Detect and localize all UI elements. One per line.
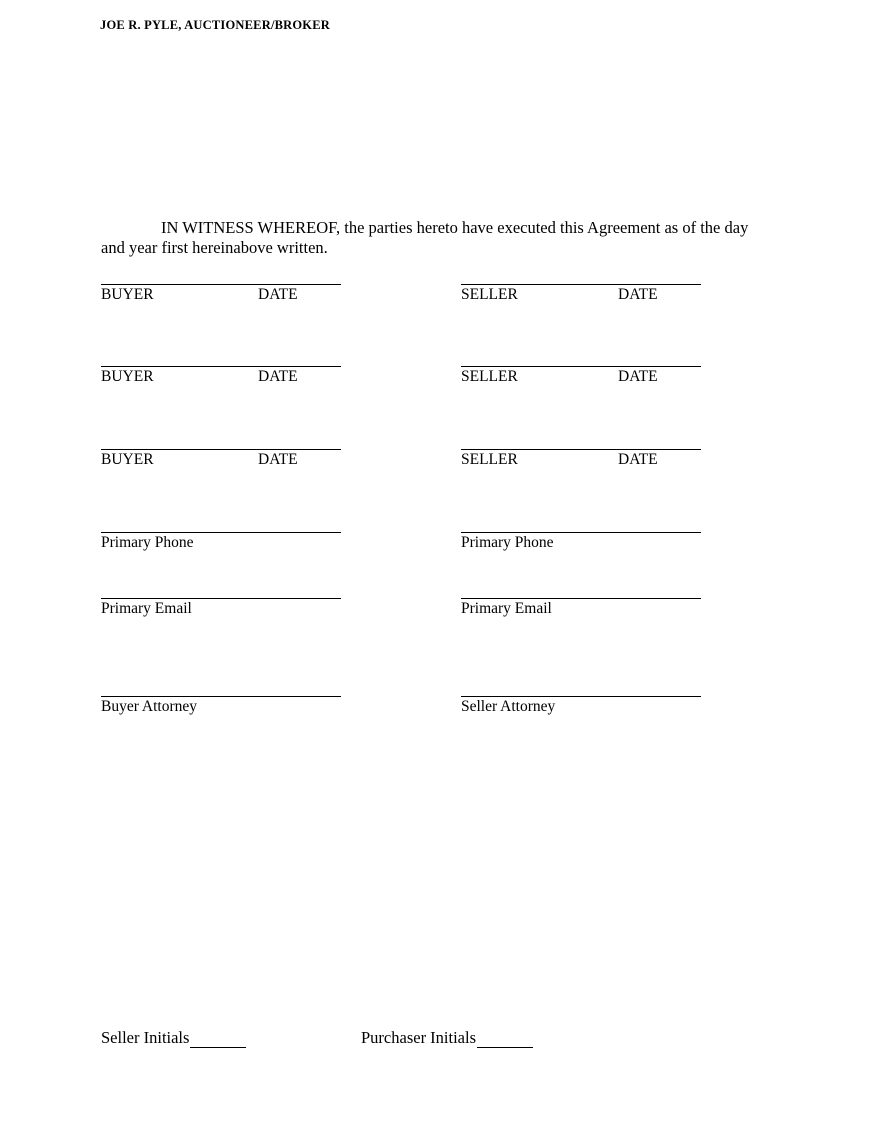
field-label: Primary Email bbox=[101, 600, 192, 617]
witness-paragraph-text: IN WITNESS WHEREOF, the parties hereto have executed this Agreement as of the day and year first hereinabove written. bbox=[101, 218, 749, 257]
signature-line[interactable] bbox=[101, 366, 341, 367]
date-label: DATE bbox=[258, 286, 298, 303]
seller-label: SELLER bbox=[461, 286, 518, 303]
witness-paragraph bbox=[101, 218, 761, 258]
field-label: Buyer Attorney bbox=[101, 698, 197, 715]
seller-attorney-field bbox=[461, 696, 701, 716]
buyer-label: BUYER bbox=[101, 451, 154, 468]
field-line[interactable] bbox=[461, 696, 701, 697]
seller-signature-row-2 bbox=[461, 366, 701, 388]
seller-label: SELLER bbox=[461, 451, 518, 468]
buyer-signature-row-3 bbox=[101, 449, 341, 471]
field-label: Primary Phone bbox=[461, 534, 554, 551]
signature-labels bbox=[461, 451, 701, 471]
signature-line[interactable] bbox=[101, 284, 341, 285]
signature-labels bbox=[461, 368, 701, 388]
purchaser-initials-blank[interactable] bbox=[477, 1033, 533, 1048]
buyer-primary-email-field bbox=[101, 598, 341, 618]
buyer-primary-phone-field bbox=[101, 532, 341, 552]
seller-initials bbox=[101, 1028, 246, 1048]
seller-primary-email-field bbox=[461, 598, 701, 618]
seller-signature-row-1 bbox=[461, 284, 701, 306]
date-label: DATE bbox=[618, 286, 658, 303]
purchaser-initials bbox=[361, 1028, 533, 1048]
field-line[interactable] bbox=[101, 598, 341, 599]
page-header-title: JOE R. PYLE, AUCTIONEER/BROKER bbox=[100, 18, 330, 32]
date-label: DATE bbox=[258, 368, 298, 385]
buyer-attorney-field bbox=[101, 696, 341, 716]
date-label: DATE bbox=[258, 451, 298, 468]
field-label: Primary Email bbox=[461, 600, 552, 617]
buyer-signature-row-1 bbox=[101, 284, 341, 306]
seller-label: SELLER bbox=[461, 368, 518, 385]
seller-initials-blank[interactable] bbox=[190, 1033, 246, 1048]
signature-line[interactable] bbox=[101, 449, 341, 450]
date-label: DATE bbox=[618, 368, 658, 385]
seller-initials-label: Seller Initials bbox=[101, 1028, 190, 1047]
signature-labels bbox=[461, 286, 701, 306]
field-line[interactable] bbox=[101, 532, 341, 533]
purchaser-initials-label: Purchaser Initials bbox=[361, 1028, 477, 1047]
field-label: Primary Phone bbox=[101, 534, 194, 551]
date-label: DATE bbox=[618, 451, 658, 468]
signature-labels bbox=[101, 368, 341, 388]
signature-labels bbox=[101, 451, 341, 471]
field-line[interactable] bbox=[461, 532, 701, 533]
signature-line[interactable] bbox=[461, 284, 701, 285]
field-line[interactable] bbox=[101, 696, 341, 697]
seller-signature-row-3 bbox=[461, 449, 701, 471]
buyer-label: BUYER bbox=[101, 368, 154, 385]
signature-line[interactable] bbox=[461, 449, 701, 450]
field-line[interactable] bbox=[461, 598, 701, 599]
seller-primary-phone-field bbox=[461, 532, 701, 552]
signature-line[interactable] bbox=[461, 366, 701, 367]
field-label: Seller Attorney bbox=[461, 698, 556, 715]
buyer-signature-row-2 bbox=[101, 366, 341, 388]
signature-labels bbox=[101, 286, 341, 306]
buyer-label: BUYER bbox=[101, 286, 154, 303]
